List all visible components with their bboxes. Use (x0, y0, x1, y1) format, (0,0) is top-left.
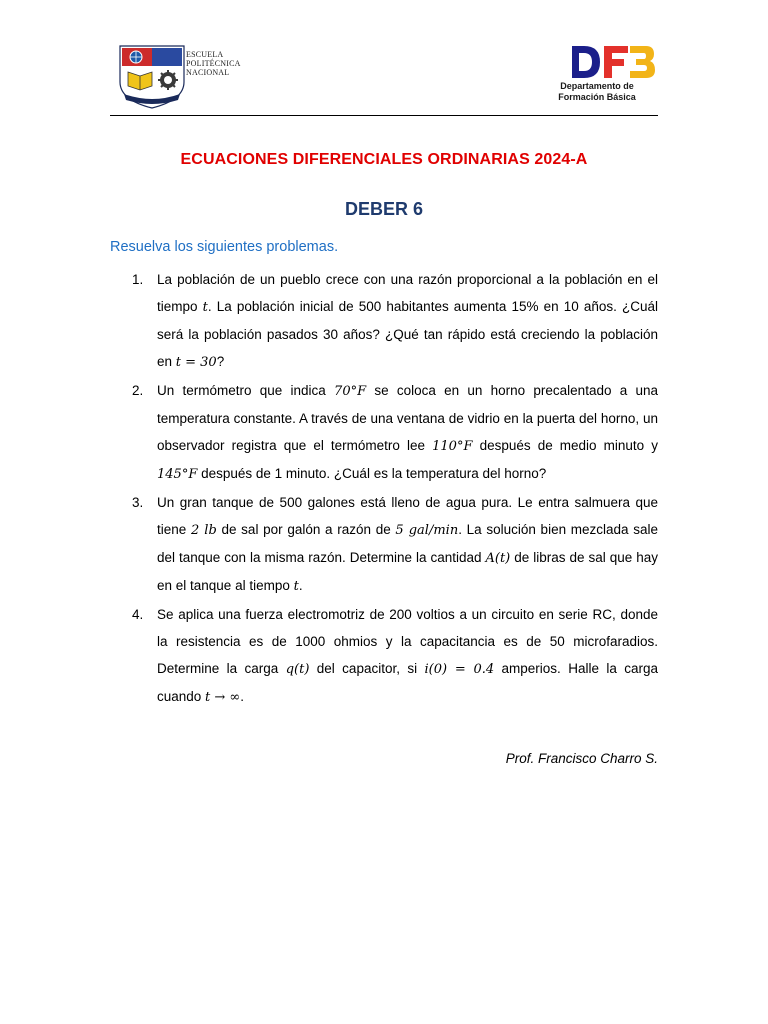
math-expression: 𝑡 = 30 (175, 355, 217, 370)
text-segment: . (240, 689, 245, 704)
dfb-logo (570, 42, 656, 82)
math-expression: 145°𝐹 (157, 467, 198, 482)
text-segment: . (298, 578, 303, 593)
math-expression: 5 𝑔𝑎𝑙/𝑚𝑖𝑛 (395, 523, 459, 538)
text-segment: . La población inicial de 500 habitantes aumenta 15% en 10 años. ¿Cuál será la población pasados 30 años? ¿Qué tan rápido está creciendo la población en (157, 299, 658, 369)
problem-text (157, 377, 658, 488)
epn-name-line-1: ESCUELA (186, 50, 224, 59)
math-expression: 𝑡 (202, 300, 208, 315)
math-expression: 2 𝑙𝑏 (190, 523, 217, 538)
instructions: Resuelva los siguientes problemas. (110, 239, 339, 255)
text-segment: amperios. Halle la carga cuando (157, 661, 658, 704)
problem-text (157, 266, 658, 376)
epn-name-line-2: POLITÉCNICA (186, 59, 241, 68)
problem-item (110, 489, 658, 600)
math-expression: 𝑖(0) = 0.4 (424, 662, 495, 677)
problem-item (110, 377, 658, 488)
page-header (110, 38, 658, 118)
text-segment: después de 1 minuto. ¿Cuál es la temperatura del horno? (197, 466, 547, 481)
text-segment: se coloca en un horno precalentado a una temperatura constante. A través de una ventana de vidrio en la puerta del horno, un observador registra que el termómetro lee (157, 383, 658, 453)
header-divider (110, 115, 658, 116)
epn-name (186, 50, 241, 77)
text-segment: de sal por galón a razón de (216, 522, 396, 537)
dfb-subtitle (542, 81, 652, 103)
problem-item (110, 601, 658, 711)
document-title: ECUACIONES DIFERENCIALES ORDINARIAS 2024-A (180, 151, 588, 168)
math-expression: 𝑞(𝑡) (285, 662, 310, 677)
signature: Prof. Francisco Charro S. (505, 751, 658, 766)
dfb-subtitle-line-2: Formación Básica (558, 92, 636, 102)
math-expression: 70°𝐹 (334, 384, 367, 399)
math-expression: 𝑡 → ∞ (205, 690, 241, 705)
problem-text (157, 601, 658, 711)
epn-name-line-3: NACIONAL (186, 68, 230, 77)
math-expression: 110°𝐹 (432, 439, 473, 454)
problem-list (110, 266, 658, 712)
text-segment: Un termómetro que indica (157, 383, 335, 398)
text-segment: de libras de sal que hay en el tanque al tiempo (157, 550, 658, 593)
math-expression: 𝑡 (293, 579, 299, 594)
problem-number: 1. (132, 272, 144, 287)
text-segment: ? (216, 354, 225, 369)
problem-number: 2. (132, 383, 144, 398)
text-segment: Se aplica una fuerza electromotriz de 200 voltios a un circuito en serie RC, donde la resistencia es de 1000 ohmios y la capacitancia es de 50 microfaradios. Determine la carga (157, 607, 658, 676)
text-segment: Un gran tanque de 500 galones está lleno de agua pura. Le entra salmuera que tiene (157, 495, 658, 537)
math-expression: 𝐴(𝑡) (485, 551, 511, 566)
problem-number: 4. (132, 607, 144, 622)
document-subtitle: DEBER 6 (344, 199, 424, 219)
problem-number: 3. (132, 495, 144, 510)
problem-item (110, 266, 658, 376)
text-segment: La población de un pueblo crece con una razón proporcional a la población en el tiempo (157, 272, 658, 314)
problem-text (157, 489, 658, 600)
dfb-subtitle-line-1: Departamento de (560, 81, 634, 91)
text-segment: del capacitor, si (309, 661, 425, 676)
text-segment: después de medio minuto y (472, 438, 659, 453)
text-segment: . La solución bien mezclada sale del tanque con la misma razón. Determine la cantidad (157, 522, 658, 565)
